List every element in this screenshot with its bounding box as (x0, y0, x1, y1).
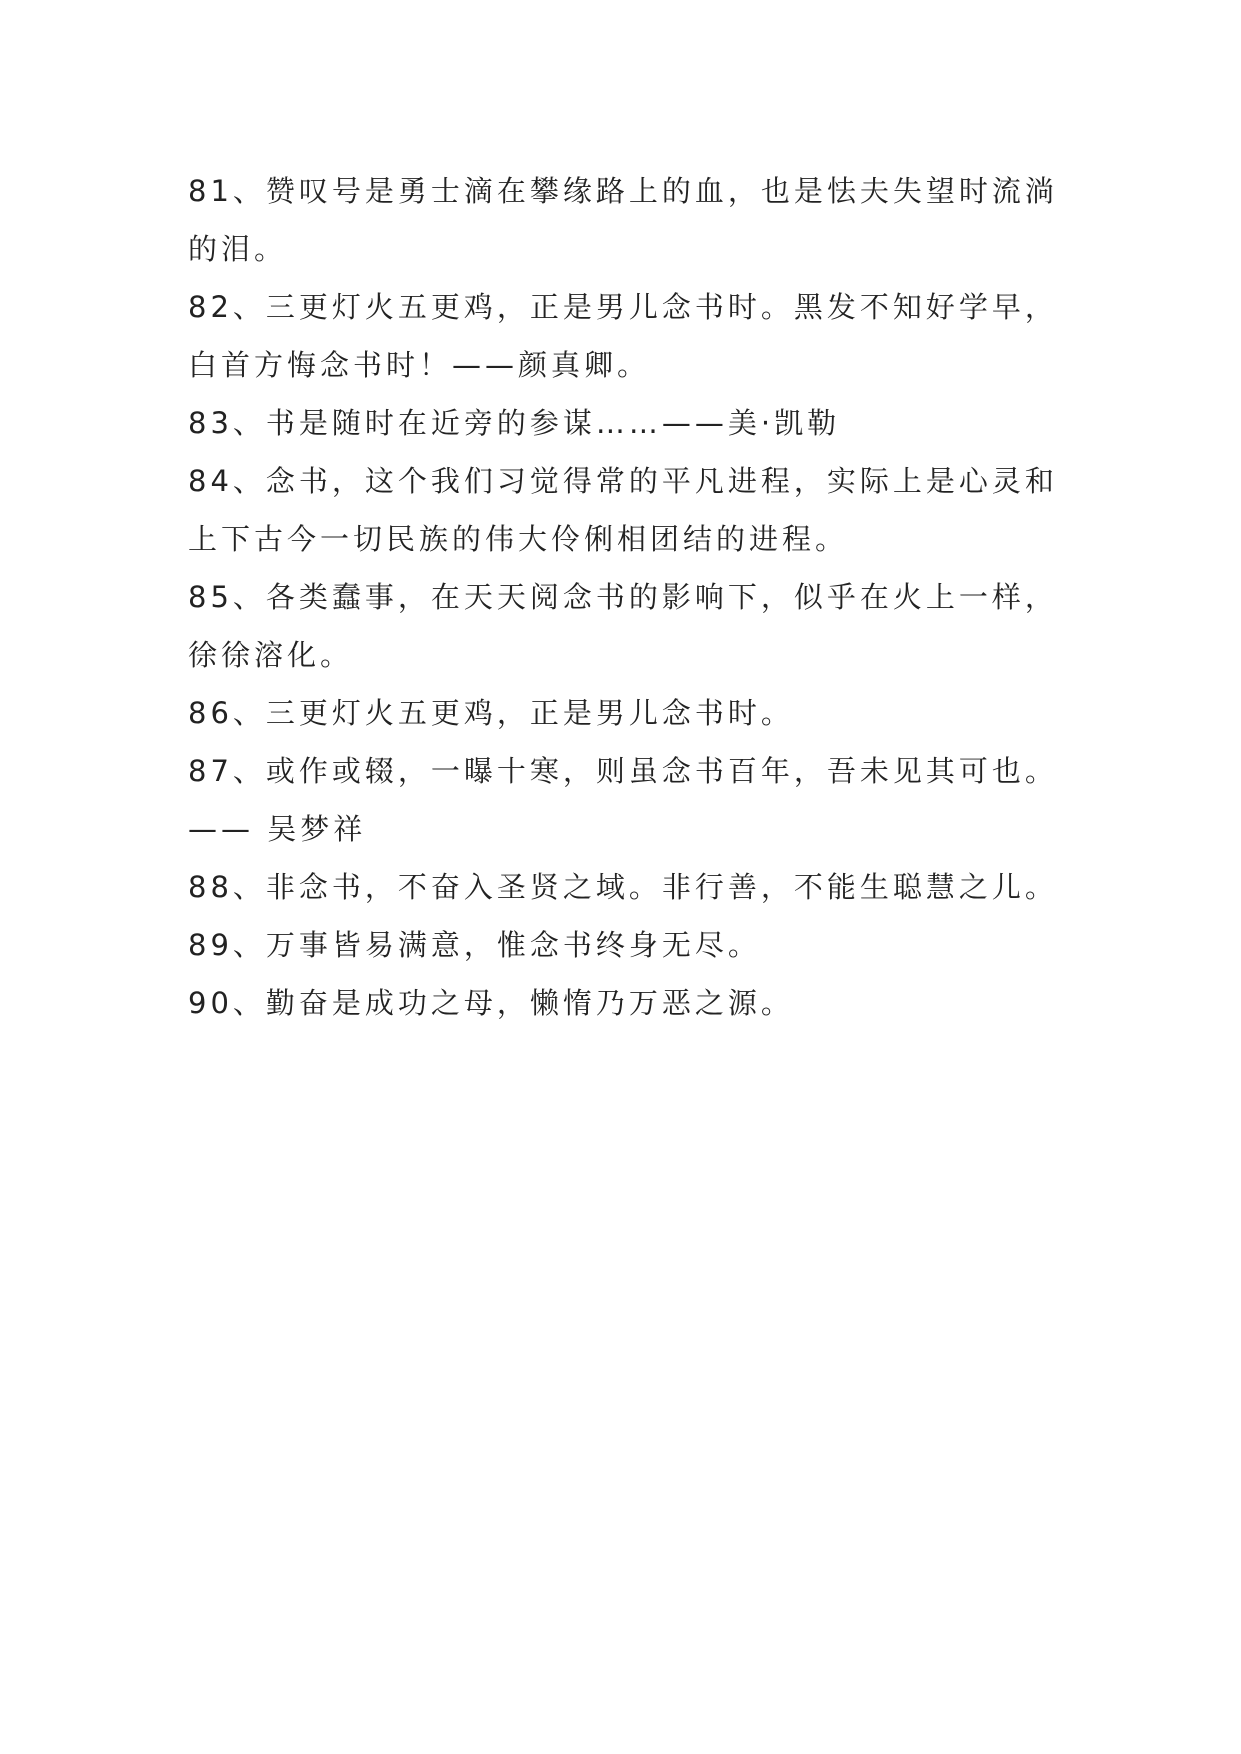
quote-entry-86: 86、三更灯火五更鸡，正是男儿念书时。 (188, 696, 794, 730)
quote-entry-89: 89、万事皆易满意，惟念书终身无尽。 (188, 928, 761, 962)
quote-entry-84: 84、念书，这个我们习觉得常的平凡进程，实际上是心灵和上下古今一切民族的伟大伶俐相团结的进程。 (188, 464, 1058, 556)
quote-entry-87: 87、或作或辍，一曝十寒，则虽念书百年，吾未见其可也。—— 吴梦祥 (188, 754, 1058, 846)
quote-entry-81: 81、赞叹号是勇士滴在攀缘路上的血，也是怯夫失望时流淌的泪。 (188, 174, 1058, 266)
quote-entry-82: 82、三更灯火五更鸡，正是男儿念书时。黑发不知好学早，白首方悔念书时！——颜真卿。 (188, 290, 1058, 382)
quote-list (188, 162, 1068, 1032)
quote-entry-85: 85、各类蠢事，在天天阅念书的影响下，似乎在火上一样，徐徐溶化。 (188, 580, 1058, 672)
quote-entry-88: 88、非念书，不奋入圣贤之域。非行善，不能生聪慧之儿。 (188, 870, 1058, 904)
quote-entry-83: 83、书是随时在近旁的参谋……——美·凯勒 (188, 406, 841, 440)
quote-entry-90: 90、勤奋是成功之母，懒惰乃万恶之源。 (188, 986, 794, 1020)
